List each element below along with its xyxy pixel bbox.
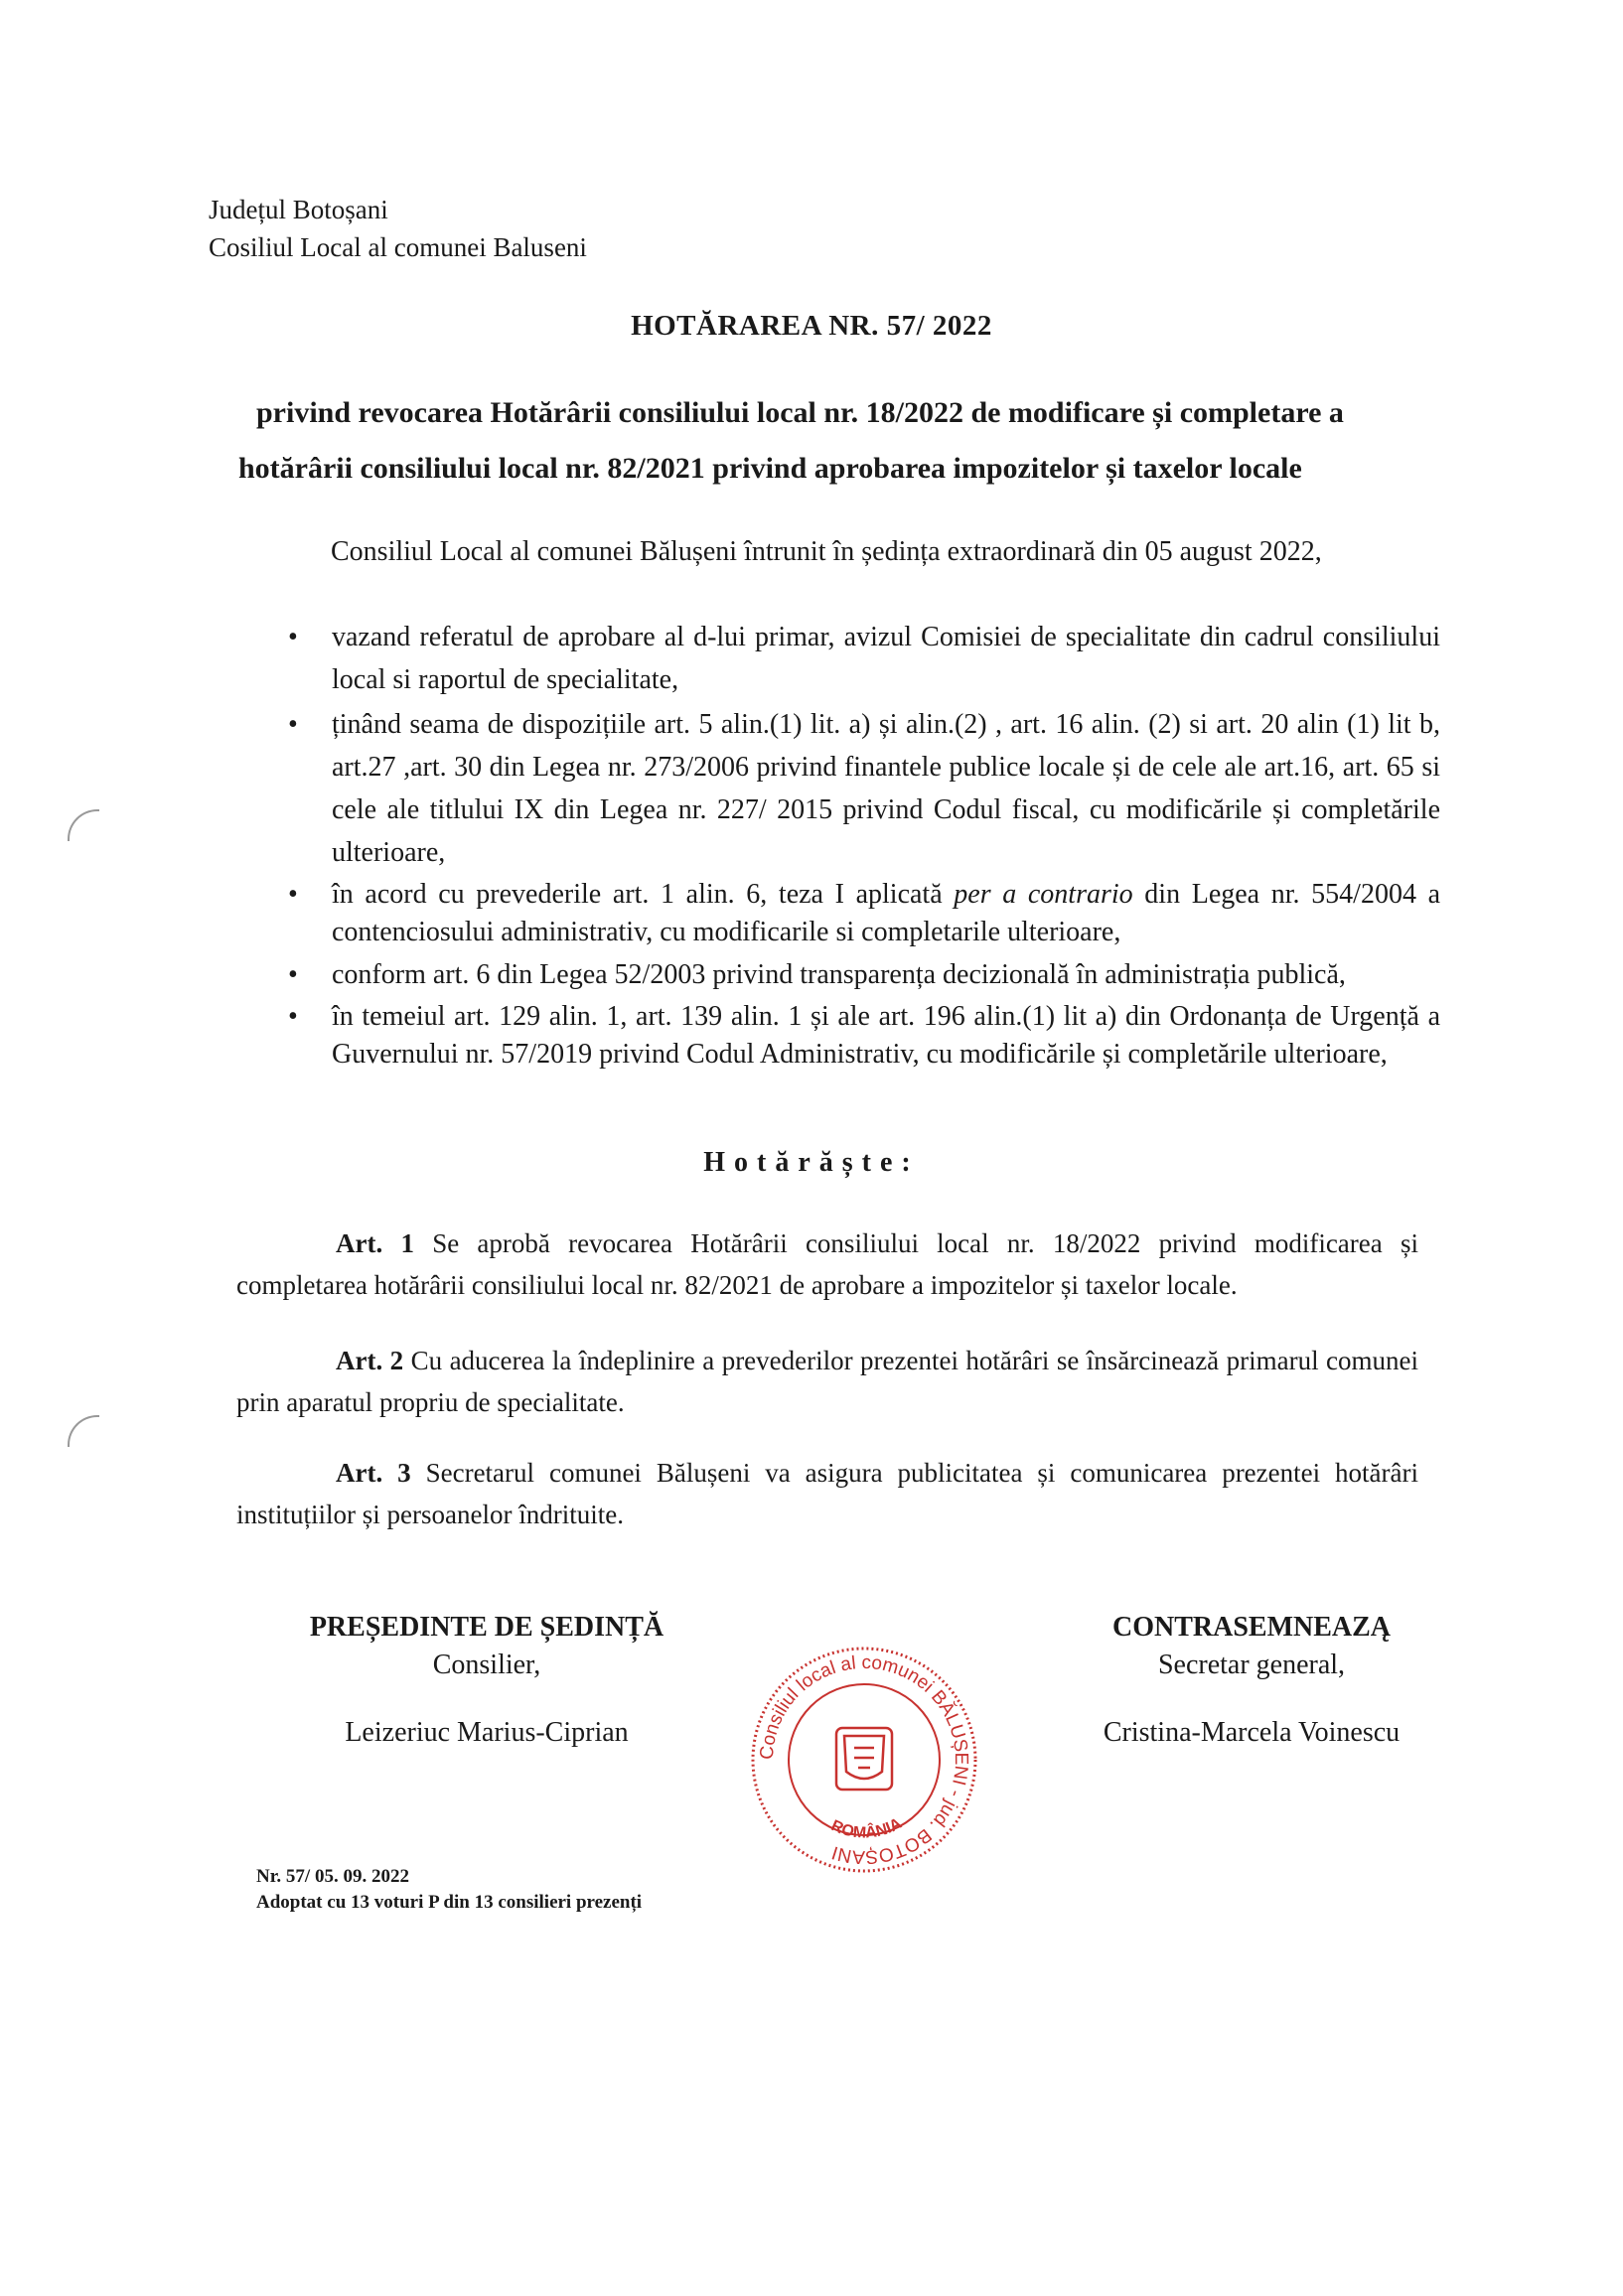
subject-line-2: hotărârii consiliului local nr. 82/2021 privind aprobarea impozitelor și taxelor locale [238, 452, 1302, 485]
list-item: • vazand referatul de aprobare al d-lui primar, avizul Comisiei de specialitate din cadrul consiliului local si raportul de specialitate, [278, 616, 1440, 701]
scan-mark-decorative [68, 809, 99, 841]
coat-of-arms-icon [836, 1728, 892, 1790]
stamp-inner-text: ROMÂNIA [828, 1814, 905, 1842]
list-item: • în temeiul art. 129 alin. 1, art. 139 alin. 1 și ale art. 196 alin.(1) lit a) din Ordonanța de Urgență a Guvernului nr. 57/2019 privind Codul Administrativ, cu modificările și completările ulterioare, [278, 998, 1440, 1074]
bullet-icon: • [288, 709, 298, 740]
signature-title: PREȘEDINTE DE ȘEDINȚĂ [309, 1612, 664, 1643]
article-text: Se aprobă revocarea Hotărârii consiliului local nr. 18/2022 privind modificarea și completarea hotărârii consiliului local nr. 82/2021 de aprobare a impozitelor și taxelor locale. [236, 1228, 1418, 1300]
signature-role: Secretar general, [1157, 1650, 1346, 1680]
signature-role: Consilier, [432, 1650, 541, 1680]
list-item: • ținând seama de dispozițiile art. 5 alin.(1) lit. a) și alin.(2) , art. 16 alin. (2) si art. 20 alin (1) lit b, art.27 ,art. 30 din Legea nr. 273/2006 privind finantele publice locale și de cele ale art.16, art. 65 si cele ale titlului IX din Legea nr. 227/ 2015 privind Codul fiscal, cu modificările și completările ulterioare, [278, 703, 1440, 874]
document-title: HOTĂRAREA NR. 57/ 2022 [631, 310, 992, 342]
signature-right [1053, 1609, 1450, 1752]
bullet-icon: • [288, 879, 298, 910]
article-1 [236, 1222, 1418, 1306]
bullet-icon: • [288, 959, 298, 990]
decides-heading: Hotărăște: [703, 1147, 920, 1178]
signature-name: Leizeriuc Marius-Ciprian [345, 1717, 629, 1748]
article-2 [236, 1340, 1418, 1423]
county-name: Județul Botoșani [209, 195, 388, 224]
legal-basis-list [278, 616, 1440, 1074]
list-item: • în acord cu prevederile art. 1 alin. 6, teza I aplicată per a contrario din Legea nr. 554/2004 a contenciosului administrativ, cu modificarile si completarile ulterioare, [278, 876, 1440, 951]
document-footer [256, 1864, 642, 1916]
list-item: • conform art. 6 din Legea 52/2003 privind transparența decizională în administrația publică, [278, 953, 1440, 996]
document-subject [238, 385, 1448, 497]
article-label: Art. 3 [336, 1458, 411, 1488]
article-3 [236, 1452, 1418, 1535]
article-text: Secretarul comunei Bălușeni va asigura publicitatea și comunicarea prezentei hotărâri instituțiilor și persoanelor îndrituite. [236, 1458, 1418, 1529]
council-name: Cosiliul Local al comunei Baluseni [209, 232, 587, 262]
article-label: Art. 1 [336, 1228, 414, 1258]
signature-left [288, 1609, 685, 1752]
subject-line-1: privind revocarea Hotărârii consiliului local nr. 18/2022 de modificare și completare a [256, 396, 1344, 429]
registration-number: Nr. 57/ 05. 09. 2022 [256, 1866, 409, 1887]
vote-result: Adoptat cu 13 voturi P din 13 consilieri prezenți [256, 1892, 643, 1913]
signature-name: Cristina-Marcela Voinescu [1103, 1717, 1401, 1748]
intro-paragraph: Consiliul Local al comunei Bălușeni întrunit în ședința extraordinară din 05 august 2022, [331, 536, 1322, 567]
stamp-outer-text: Consiliul local al comunei BĂLUȘENI - jud. BOTOȘANI [756, 1651, 972, 1868]
bullet-icon: • [288, 622, 298, 652]
scan-mark-decorative [68, 1415, 99, 1447]
stamp-inner-ring [789, 1684, 940, 1835]
official-stamp [745, 1641, 983, 1879]
bullet-icon: • [288, 1001, 298, 1032]
signature-title: CONTRASEMNEAZĄ [1111, 1612, 1392, 1643]
article-text: Cu aducerea la îndeplinire a prevederilor prezentei hotărâri se însărcinează primarul comunei prin aparatul propriu de specialitate. [236, 1346, 1418, 1417]
article-label: Art. 2 [336, 1346, 404, 1375]
